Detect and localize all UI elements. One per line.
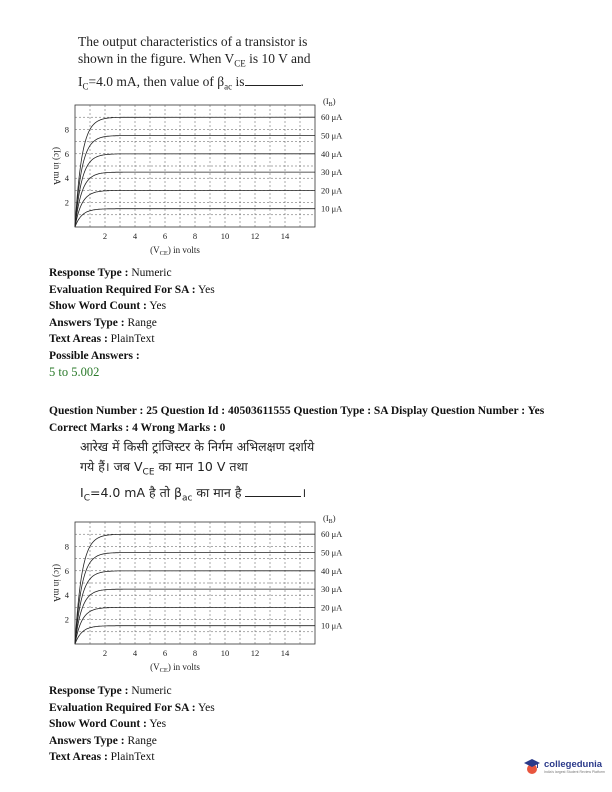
x-axis-label: $(V_{CE})$ in volts (150, 245, 200, 257)
output-characteristics-graph-2 (40, 513, 343, 679)
answers-type-row: Answers Type : Range (49, 316, 157, 329)
y-tick-label: 6 (64, 565, 69, 576)
x-tick-label: 12 (250, 648, 260, 658)
output-characteristics-graph-1 (40, 96, 343, 262)
ib-axis-label: $(I_B)$ (323, 96, 336, 108)
x-tick-label: 10 (220, 648, 230, 658)
logo-tagline: India's largest Student Review Platform (544, 769, 605, 774)
x-tick-label: 6 (162, 648, 168, 658)
q2-line-1: आरेख में किसी ट्रांजिस्टर के निर्गम अभिलक्षण दर्शाये (80, 439, 315, 454)
curve-label: 20 μA (321, 185, 343, 196)
possible-answers-row: Possible Answers : (49, 349, 140, 362)
q1-line-1: The output characteristics of a transistor is (78, 34, 308, 49)
collegedunia-logo (523, 758, 605, 776)
y-tick-label: 4 (64, 173, 69, 184)
y-tick-label: 2 (64, 197, 69, 208)
y-tick-label: 6 (64, 148, 69, 159)
x-tick-label: 6 (162, 231, 168, 241)
x-tick-label: 4 (132, 231, 138, 241)
curve-label: 10 μA (321, 203, 343, 214)
q2-line-2: गये हैं। जब $V_{CE}$ का मान 10 V तथा (80, 459, 248, 478)
curve-label: 60 μA (321, 529, 343, 540)
answer-blank (245, 75, 301, 86)
y-axis-label: (Ic) in mA (52, 147, 62, 185)
logo-name: collegedunia (544, 758, 603, 770)
answer-blank-2 (245, 486, 301, 497)
y-tick-label: 4 (64, 590, 69, 601)
x-tick-label: 8 (192, 648, 198, 658)
x-tick-label: 10 (220, 231, 230, 241)
word-count-row: Show Word Count : Yes (49, 300, 167, 312)
answers-type-row: Answers Type : Range (49, 734, 157, 747)
response-type-row: Response Type : Numeric (49, 267, 172, 279)
response-type-row: Response Type : Numeric (49, 685, 172, 697)
question-2-header (49, 403, 544, 436)
x-tick-label: 2 (102, 648, 108, 658)
curve-label: 30 μA (321, 584, 343, 595)
ib-axis-label: $(I_B)$ (323, 513, 336, 525)
question-2-text (80, 437, 314, 508)
y-axis-label: (Ic) in mA (52, 564, 62, 602)
y-tick-label: 8 (64, 541, 69, 552)
x-tick-label: 14 (280, 648, 290, 658)
q1-line-2: shown in the figure. When $V_{CE}$ is 10 V and (78, 51, 311, 69)
question-1-meta (49, 265, 215, 364)
question-1-text (78, 33, 311, 95)
curve-label: 20 μA (321, 602, 343, 613)
text-areas-row: Text Areas : PlainText (49, 333, 155, 345)
q2-line-3: $I_C=4.0$ mA है तो $\beta_{ac}$ का मान है । (80, 484, 307, 503)
curve-label: 10 μA (321, 620, 343, 631)
word-count-row: Show Word Count : Yes (49, 718, 167, 730)
eval-required-row: Evaluation Required For SA : Yes (49, 283, 215, 296)
question-2-meta (49, 683, 215, 766)
x-tick-label: 12 (250, 231, 260, 241)
question-number-line: Question Number : 25 Question Id : 40503611555 Question Type : SA Display Question Number : Yes (49, 405, 545, 417)
curve-label: 60 μA (321, 112, 343, 123)
y-tick-label: 8 (64, 124, 69, 135)
x-axis-label: $(V_{CE})$ in volts (150, 662, 200, 674)
x-tick-label: 8 (192, 231, 198, 241)
x-tick-label: 14 (280, 231, 290, 241)
curve-label: 40 μA (321, 565, 343, 576)
possible-answer-value: 5 to 5.002 (49, 365, 100, 379)
x-tick-label: 2 (102, 231, 108, 241)
q1-line-3: $I_C=4.0$ mA, then value of $\beta_{ac}$ is . (78, 73, 304, 92)
y-tick-label: 2 (64, 614, 69, 625)
curve-label: 30 μA (321, 167, 343, 178)
curve-label: 50 μA (321, 130, 343, 141)
x-tick-label: 4 (132, 648, 138, 658)
eval-required-row: Evaluation Required For SA : Yes (49, 701, 215, 714)
curve-label: 40 μA (321, 148, 343, 159)
text-areas-row: Text Areas : PlainText (49, 751, 155, 763)
marks-line: Correct Marks : 4 Wrong Marks : 0 (49, 421, 226, 434)
graduate-icon (523, 758, 541, 776)
curve-label: 50 μA (321, 547, 343, 558)
